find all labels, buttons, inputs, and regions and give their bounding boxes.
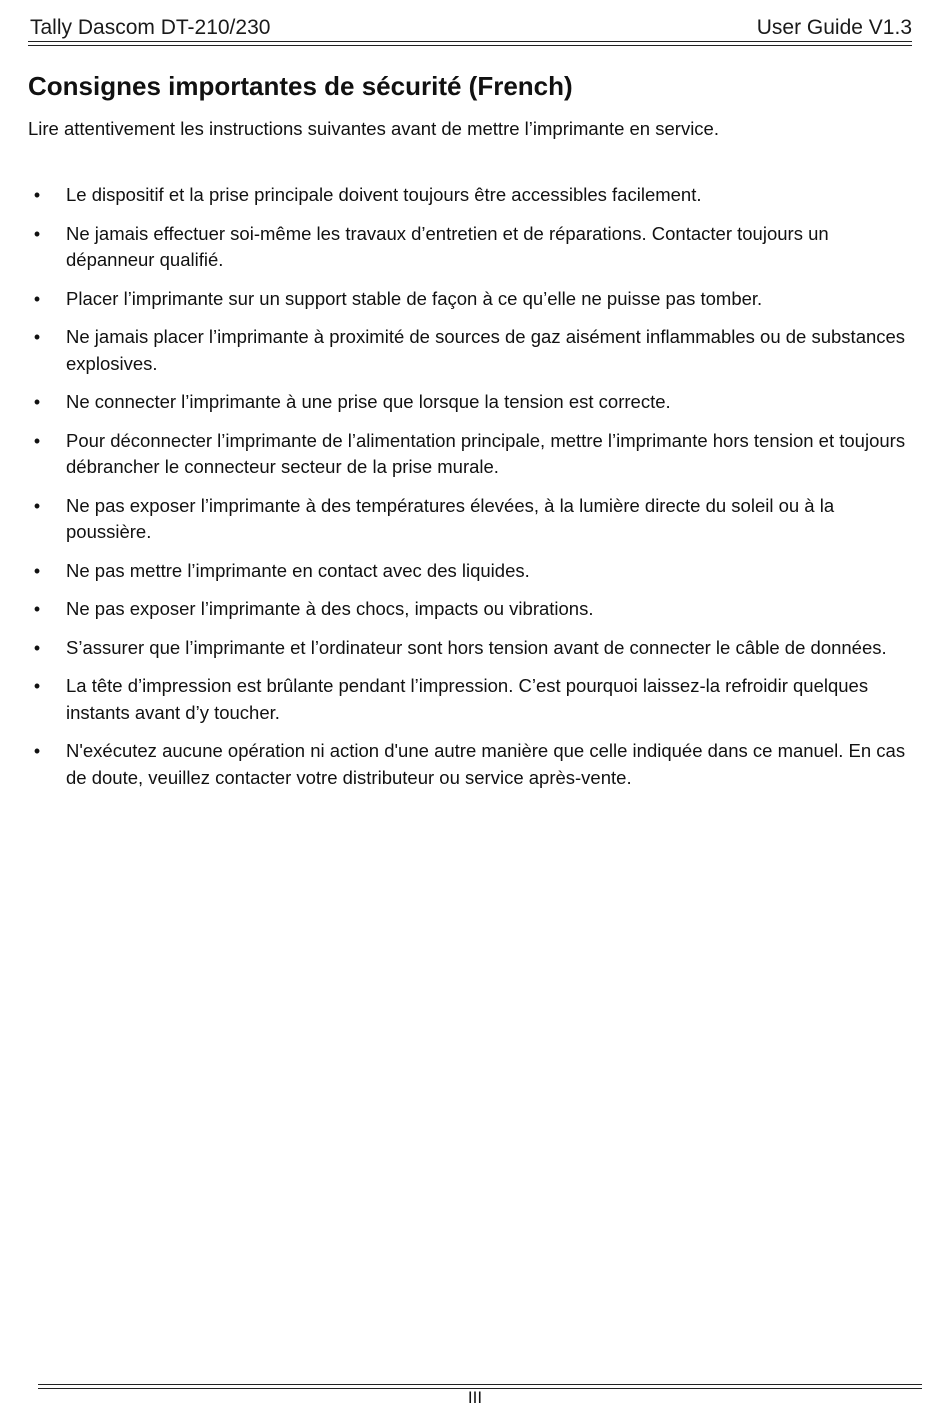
- list-item-text: Ne pas exposer l’imprimante à des chocs, impacts ou vibrations.: [66, 598, 594, 619]
- bullet-icon: •: [33, 741, 41, 761]
- list-item-text: N'exécutez aucune opération ni action d'une autre manière que celle indiquée dans ce manuel. En cas de doute, veuillez contacter votre distributeur ou service après-vente.: [66, 740, 906, 788]
- list-item: [28, 738, 918, 791]
- bullet-icon: •: [33, 676, 41, 696]
- list-item-text: Le dispositif et la prise principale doivent toujours être accessibles facilement.: [66, 184, 702, 205]
- bullet-icon: •: [33, 560, 41, 581]
- list-item: [28, 493, 918, 546]
- list-item: [28, 635, 918, 662]
- list-item-text: Ne jamais effectuer soi-même les travaux d’entretien et de réparations. Contacter toujours un dépanneur qualifié.: [66, 222, 829, 270]
- bullet-icon: •: [33, 185, 41, 205]
- header-divider: [28, 41, 912, 46]
- list-item: [28, 673, 918, 726]
- list-item: [28, 558, 918, 585]
- bullet-icon: •: [33, 223, 41, 244]
- bullet-icon: •: [33, 637, 41, 658]
- list-item-text: Ne pas mettre l’imprimante en contact avec des liquides.: [66, 559, 530, 581]
- header-product-name: Tally Dascom DT-210/230: [30, 16, 271, 39]
- list-item: [28, 286, 918, 313]
- list-item-text: La tête d’impression est brûlante pendant l’impression. C’est pourquoi laissez-la refroidir quelques instants avant d’y toucher.: [66, 675, 869, 723]
- list-item: [28, 221, 918, 274]
- document-body: [28, 68, 918, 803]
- list-item: [28, 182, 918, 209]
- list-item-text: Ne connecter l’imprimante à une prise que lorsque la tension est correcte.: [66, 391, 671, 412]
- safety-rules-list: [28, 182, 918, 791]
- bullet-icon: •: [33, 392, 41, 412]
- list-item: [28, 389, 918, 416]
- section-title: Consignes importantes de sécurité (French): [28, 71, 573, 101]
- bullet-icon: •: [33, 599, 41, 619]
- page-number: III: [467, 1388, 483, 1407]
- bullet-icon: •: [33, 288, 41, 309]
- header-guide-version: User Guide V1.3: [756, 16, 912, 39]
- list-item-text: Placer l’imprimante sur un support stable de façon à ce qu’elle ne puisse pas tomber.: [66, 287, 763, 309]
- list-item-text: S’assurer que l’imprimante et l’ordinateur sont hors tension avant de connecter le câble de données.: [66, 636, 887, 658]
- bullet-icon: •: [33, 495, 41, 516]
- page-header: [28, 14, 912, 42]
- list-item: [28, 324, 918, 377]
- list-item-text: Ne pas exposer l’imprimante à des températures élevées, à la lumière directe du soleil ou à la poussière.: [66, 494, 835, 542]
- bullet-icon: •: [33, 327, 41, 347]
- bullet-icon: •: [33, 430, 41, 451]
- list-item: [28, 428, 918, 481]
- list-item-text: Pour déconnecter l’imprimante de l’alimentation principale, mettre l’imprimante hors tension et toujours débrancher le connecteur secteur de la prise murale.: [66, 429, 906, 477]
- intro-paragraph: Lire attentivement les instructions suivantes avant de mettre l’imprimante en service.: [28, 118, 719, 139]
- list-item: [28, 596, 918, 623]
- list-item-text: Ne jamais placer l’imprimante à proximité de sources de gaz aisément inflammables ou de substances explosives.: [66, 326, 906, 374]
